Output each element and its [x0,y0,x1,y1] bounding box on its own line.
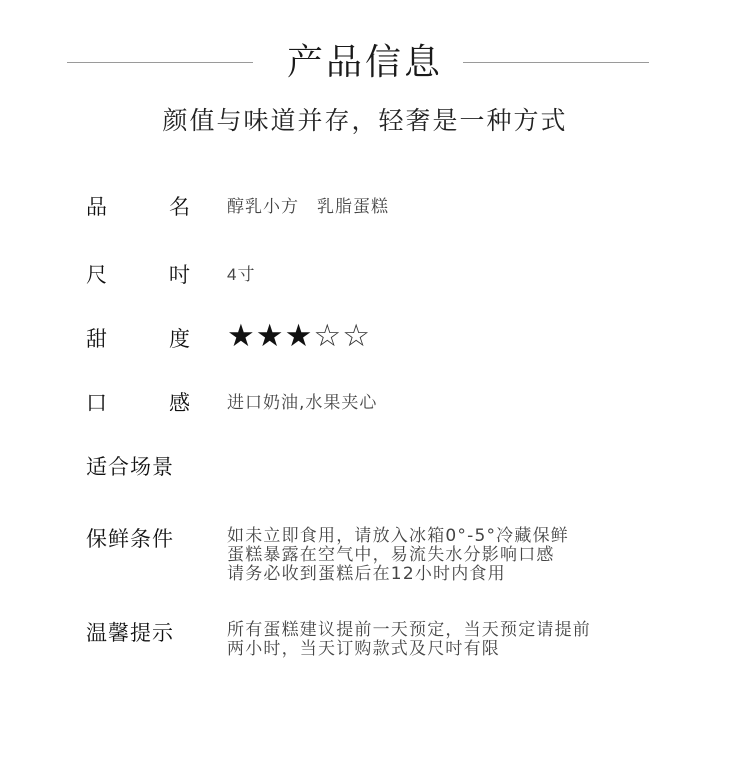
info-label-storage: 保鲜条件 [86,527,174,551]
section-header [0,38,730,98]
info-value-notice [227,621,591,659]
star-filled-icon: ★ [255,318,285,354]
notice-line: 所有蛋糕建议提前一天预定，当天预定请提前 [227,620,591,640]
info-label-char: 名 [169,195,190,219]
star-filled-icon: ★ [284,318,314,354]
star-empty-icon: ☆ [342,318,371,354]
info-label-char: 甜 [86,327,107,351]
info-value-name: 醇乳小方 乳脂蛋糕 [227,197,389,217]
info-label-char: 品 [86,195,107,219]
info-label-char: 吋 [169,263,190,287]
info-label-char: 口 [86,391,107,415]
star-empty-icon: ☆ [313,318,343,354]
header-divider-right [463,62,649,63]
info-value-taste: 进口奶油,水果夹心 [227,393,378,413]
info-value-size: 4寸 [227,265,256,284]
storage-line: 如未立即食用，请放入冰箱0°-5°冷藏保鲜 [227,526,569,546]
info-value-storage [227,527,569,584]
sweetness-rating [227,319,371,353]
info-label [86,193,190,221]
page-title: 产品信息 [286,42,443,83]
info-label-char: 感 [169,391,190,415]
star-filled-icon: ★ [227,318,256,354]
storage-line: 请务必收到蛋糕后在12小时内食用 [227,564,506,584]
page-subtitle: 颜值与味道并存，轻奢是一种方式 [162,106,568,135]
info-label-char: 尺 [86,263,107,287]
storage-line: 蛋糕暴露在空气中，易流失水分影响口感 [227,545,555,565]
info-label-char: 度 [169,327,190,351]
info-label-occasion: 适合场景 [86,455,174,479]
info-label [86,389,190,417]
info-label [86,325,190,353]
info-label [86,261,190,289]
info-label-notice: 温馨提示 [86,621,174,645]
notice-line: 两小时，当天订购款式及尺吋有限 [227,639,500,659]
